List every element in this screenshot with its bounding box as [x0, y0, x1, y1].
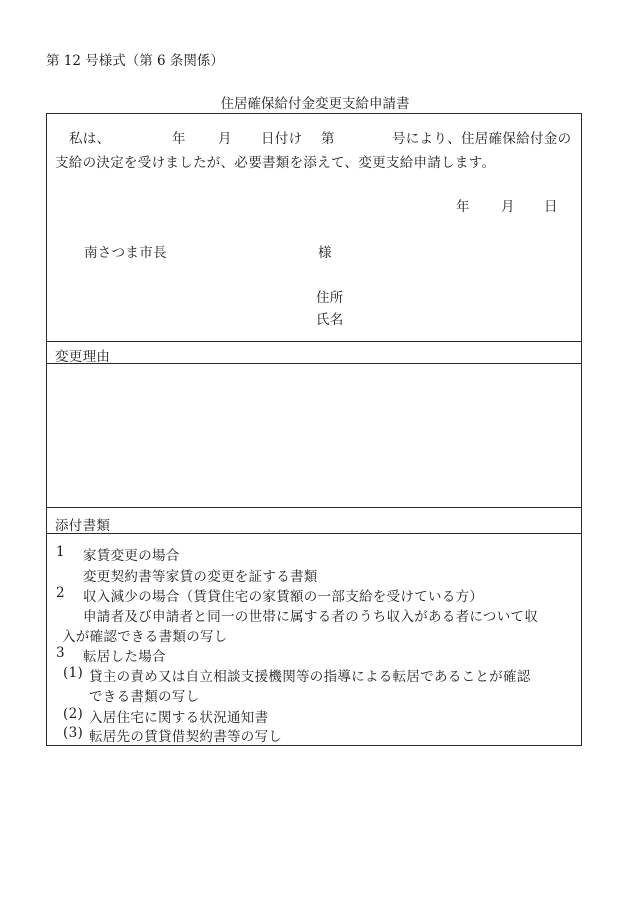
address-label: 住所 — [316, 290, 344, 306]
attachments-header: 添付書類 — [55, 518, 111, 534]
application-date-day: 日 — [544, 199, 558, 215]
statement-prefix: 私は、 — [69, 131, 111, 147]
statement-month-label: 月 — [218, 131, 232, 147]
divider — [47, 533, 581, 534]
attachment-item-title: 転居先の賃貸借契約書等の写し — [89, 729, 283, 745]
application-date-year: 年 — [456, 199, 470, 215]
addressee-honorific: 様 — [318, 245, 332, 261]
attachment-item-title: 入居住宅に関する状況通知書 — [89, 710, 269, 726]
attachment-item-number: 2 — [56, 585, 65, 601]
attachment-subitem-number: (2) — [63, 706, 84, 722]
name-label: 氏名 — [316, 312, 344, 328]
statement-day-label: 日付け — [261, 131, 303, 147]
application-date-month: 月 — [501, 199, 515, 215]
attachment-item-detail: 入が確認できる書類の写し — [62, 629, 228, 645]
attachment-item-detail: できる書類の写し — [89, 689, 200, 705]
addressee: 南さつま市長 — [84, 245, 167, 261]
attachment-item-detail: 変更契約書等家賃の変更を証する書類 — [83, 569, 318, 585]
statement-line-2: 支給の決定を受けましたが、必要書類を添えて、変更支給申請します。 — [55, 155, 496, 171]
attachment-item-title: 転居した場合 — [83, 649, 166, 665]
statement-dai-label: 第 — [321, 131, 335, 147]
form-number-label: 第 12 号様式（第 6 条関係） — [46, 53, 224, 69]
attachment-item-number: 3 — [56, 645, 65, 661]
attachment-item-title: 家賃変更の場合 — [83, 548, 180, 564]
statement-year-label: 年 — [172, 131, 186, 147]
attachment-item-detail: 申請者及び申請者と同一の世帯に属する者のうち収入がある者について収 — [83, 609, 539, 625]
attachment-subitem-number: (3) — [63, 725, 84, 741]
attachment-item-title: 貸主の責め又は自立相談支援機関等の指導による転居であることが確認 — [89, 669, 531, 685]
application-form-table — [46, 113, 582, 746]
attachment-subitem-number: (1) — [63, 665, 84, 681]
attachment-item-title: 収入減少の場合（賃貸住宅の家賃額の一部支給を受けている方） — [83, 589, 484, 605]
document-title: 住居確保給付金変更支給申請書 — [220, 96, 410, 112]
attachment-item-number: 1 — [56, 544, 65, 560]
statement-suffix: 号により、住居確保給付金の — [392, 131, 572, 147]
change-reason-header: 変更理由 — [55, 349, 111, 365]
divider — [47, 363, 581, 364]
divider — [47, 507, 581, 508]
divider — [47, 341, 581, 342]
